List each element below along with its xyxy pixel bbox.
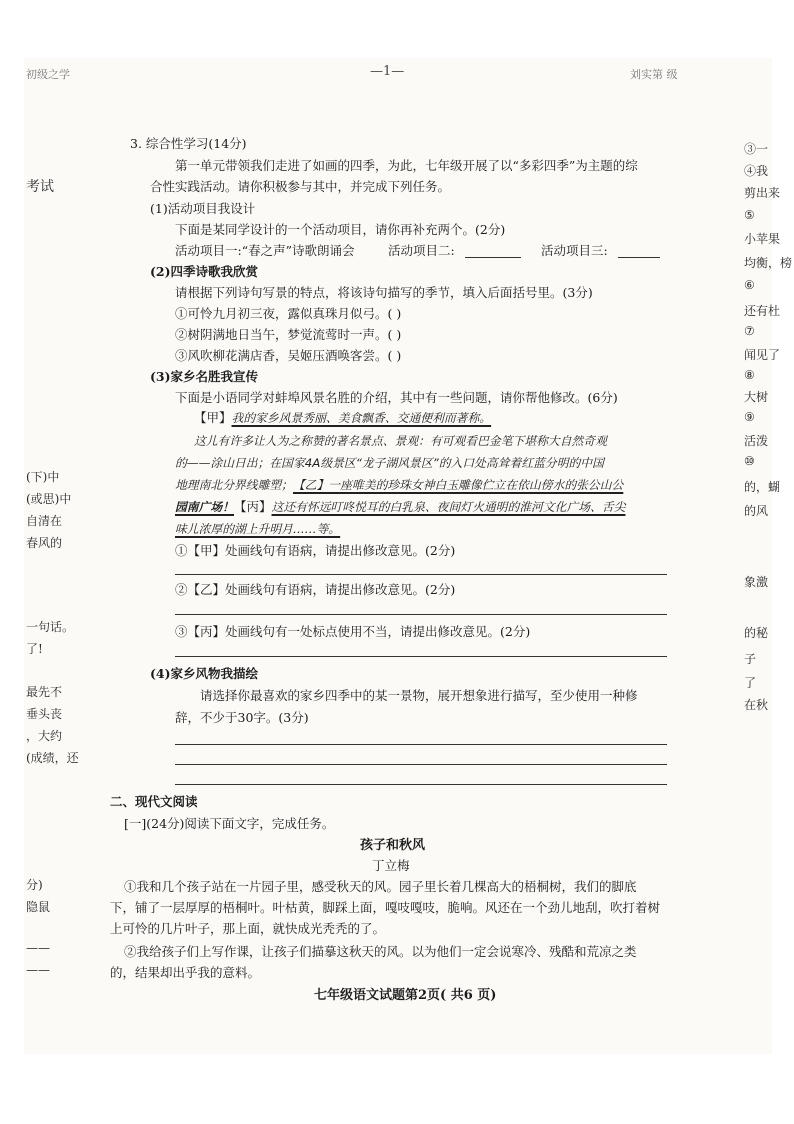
right-margin-16: 的，蝴 [744, 480, 781, 494]
answer-line-q2[interactable] [175, 614, 667, 615]
section3-title: 3. 综合性学习(14分) [130, 136, 247, 151]
left-margin-8: 最先不 [26, 685, 63, 699]
article-para2-line2: 的，结果却出乎我的意料。 [110, 965, 261, 980]
left-margin-6: 一句话。 [26, 620, 75, 634]
passage-line-6: 味儿浓厚的湖上升明月……等。 [175, 522, 341, 536]
left-margin-1: 考试 [26, 179, 54, 195]
right-margin-13: ⑨ [744, 410, 755, 424]
article-para2-line1: ②我给孩子们上写作课，让孩子们描摹这秋天的风。以为他们一定会说寒冷、残酷和荒凉之类 [124, 944, 637, 959]
answer-line-q3[interactable] [175, 656, 667, 657]
left-margin-7: 了! [26, 642, 43, 656]
page-footer: 七年级语文试题第2页( 共6 页) [314, 988, 497, 1003]
question-1: ①【甲】处画线句有语病，请提出修改意见。(2分) [175, 543, 456, 558]
right-margin-12: 大树 [744, 390, 769, 404]
left-margin-14: —— [26, 941, 50, 955]
passage-line-5 [175, 499, 625, 515]
article-title: 孩子和秋风 [360, 838, 426, 853]
sub1-item1: 活动项目一:“春之声”诗歌朗诵会 [175, 243, 355, 258]
sub2-desc: 请根据下列诗句写景的特点，将该诗句描写的季节，填入后面括号里。(3分) [175, 285, 593, 300]
sub4-desc-1: 请选择你最喜欢的家乡四季中的某一景物，展开想象进行描写，至少使用一种修 [200, 688, 638, 703]
right-margin-4: ⑤ [744, 208, 755, 222]
marker-bing: 【丙】 [234, 499, 272, 514]
passage-line-1 [194, 410, 491, 426]
right-margin-9: ⑦ [744, 324, 755, 338]
right-margin-5: 小苹果 [744, 232, 781, 246]
passage-underline-yi: 【乙】一座唯美的珍珠女神白玉雕像伫立在依山傍水的张公山公 [292, 478, 624, 492]
right-margin-3: 剪出来 [744, 186, 781, 200]
left-margin-15: —— [26, 963, 50, 977]
left-margin-12: 分) [26, 878, 43, 892]
left-margin-4: 自清在 [26, 514, 63, 528]
section2-task: [一](24分)阅读下面文字，完成任务。 [124, 816, 335, 831]
header-right: 刘实第 级 [630, 68, 678, 81]
question-2: ②【乙】处画线句有语病，请提出修改意见。(2分) [175, 582, 456, 597]
section3-intro-2: 合性实践活动。请你积极参与其中，并完成下列任务。 [150, 179, 451, 194]
section2-title: 二、现代文阅读 [110, 794, 198, 809]
section3-intro-1: 第一单元带领我们走进了如画的四季，为此，七年级开展了以“多彩四季”为主题的综 [175, 158, 638, 173]
sub4-desc-2: 辞，不少于30字。(3分) [175, 710, 309, 725]
sub1-desc: 下面是某同学设计的一个活动项目，请你再补充两个。(2分) [175, 222, 506, 237]
sub1-title: (1)活动项目我设计 [150, 201, 256, 216]
passage-underline-bing: 这还有怀远叮咚悦耳的白乳泉、夜间灯火通明的淮河文化广场、舌尖 [271, 500, 626, 514]
sub4-title: (4)家乡风物我描绘 [150, 666, 259, 681]
article-author: 丁立梅 [372, 858, 410, 873]
left-margin-2: (下)中 [26, 470, 60, 484]
poem-1: ①可怜九月初三夜，露似真珠月似弓。( ) [175, 306, 402, 321]
right-margin-1: ③一 [744, 142, 769, 156]
passage-line-4 [175, 477, 623, 493]
sub1-item3-answer-line[interactable] [618, 257, 660, 258]
right-margin-21: 了 [744, 676, 757, 690]
sub1-item3-label: 活动项目三: [541, 243, 608, 258]
right-margin-17: 的风 [744, 504, 769, 518]
left-margin-10: ，大约 [26, 729, 63, 743]
marker-jia: 【甲】 [194, 410, 232, 425]
passage-underline-jia: 我的家乡风景秀丽、美食飘香、交通便利而著称。 [231, 411, 492, 425]
passage-line-3: 的——涂山日出；在国家4A级景区“龙子湖风景区”的入口处高耸着红蓝分明的中国 [175, 456, 604, 470]
left-margin-5: 春风的 [26, 536, 63, 550]
right-margin-22: 在秋 [744, 698, 769, 712]
right-margin-19: 的秘 [744, 626, 769, 640]
article-para1-line3: 上可怜的几片叶子，那上面，就快成光秃秃的了。 [110, 921, 386, 936]
right-margin-14: 活泼 [744, 434, 769, 448]
left-margin-3: (或思)中 [26, 492, 72, 506]
answer-line-sub4-3[interactable] [175, 784, 667, 785]
right-margin-11: ⑧ [744, 368, 755, 382]
sub1-item2-label: 活动项目二: [388, 243, 455, 258]
header-left: 初级之学 [26, 68, 70, 81]
article-para1-line1: ①我和几个孩子站在一片园子里，感受秋天的风。园子里长着几棵高大的梧桐树，我们的脚底 [124, 879, 637, 894]
right-margin-10: 闻见了 [744, 348, 781, 362]
right-margin-15: ⑩ [744, 454, 755, 468]
article-para1-line2: 下，铺了一层厚厚的梧桐叶。叶枯黄，脚踩上面，嘎吱嘎吱，脆响。风还在一个劲儿地刮，吹打着树 [110, 900, 661, 915]
right-margin-18: 象激 [744, 575, 769, 589]
right-margin-7: ⑥ [744, 278, 755, 292]
header-center: —1— [370, 64, 405, 79]
passage-line-2: 这儿有许多让人为之称赞的著名景点、景观：有可观看巴金笔下堪称大自然奇观 [194, 434, 607, 448]
sub3-desc: 下面是小语同学对蚌埠风景名胜的介绍，其中有一些问题，请你帮他修改。(6分) [175, 390, 618, 405]
poem-2: ②树阴满地日当午，梦觉流莺时一声。( ) [175, 327, 402, 342]
passage-underline-yi-end: 园南广场！ [175, 500, 234, 514]
sub1-item2-answer-line[interactable] [465, 257, 521, 258]
passage-line-4-start: 地理南北分界线雕塑； [175, 478, 293, 492]
answer-line-sub4-2[interactable] [175, 764, 667, 765]
sub3-title: (3)家乡名胜我宣传 [150, 369, 259, 384]
sub2-title: (2)四季诗歌我欣赏 [150, 264, 259, 279]
right-margin-8: 还有杜 [744, 304, 781, 318]
scanned-page [24, 58, 793, 1054]
poem-3: ③风吹柳花满店香，吴姬压酒唤客尝。( ) [175, 348, 402, 363]
question-3: ③【丙】处画线句有一处标点使用不当，请提出修改意见。(2分) [175, 624, 531, 639]
left-margin-13: 隐鼠 [26, 900, 51, 914]
left-margin-11: (成绩，还 [26, 751, 79, 765]
right-margin-20: 子 [744, 652, 757, 666]
left-margin-9: 垂头丧 [26, 707, 63, 721]
answer-line-sub4-1[interactable] [175, 744, 667, 745]
right-margin-2: ④我 [744, 164, 769, 178]
answer-line-q1[interactable] [175, 574, 667, 575]
right-margin-6: 均衡，榜 [744, 256, 793, 270]
